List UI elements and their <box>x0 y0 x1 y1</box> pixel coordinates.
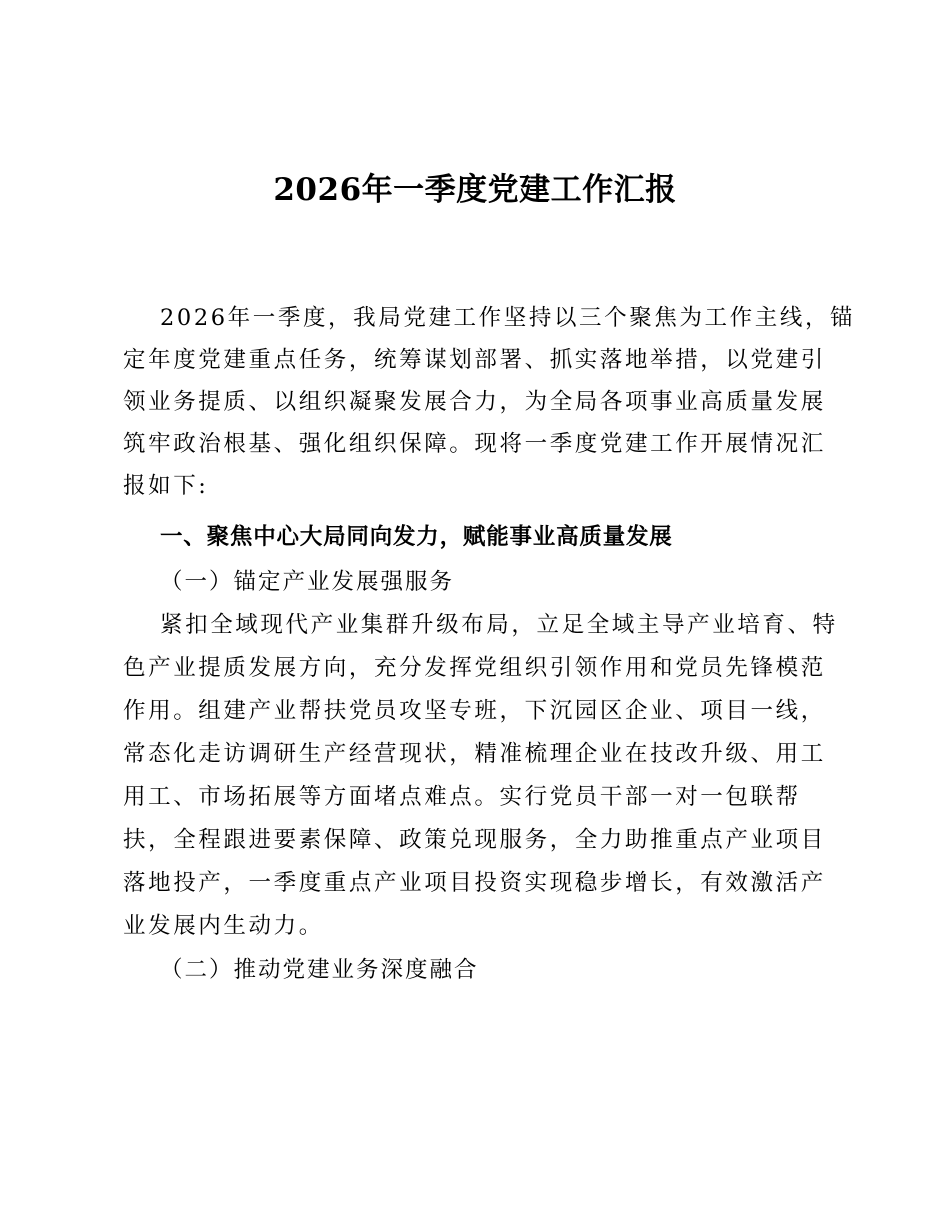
body-paragraph-line-7: 落地投产，一季度重点产业项目投资实现稳步增长，有效激活产 <box>123 870 826 896</box>
body-paragraph-line-6: 扶，全程跟进要素保障、政策兑现服务，全力助推重点产业项目 <box>123 827 826 853</box>
subsection-heading-2: （二）推动党建业务深度融合 <box>160 957 479 983</box>
body-paragraph-line-1: 紧扣全域现代产业集群升级布局，立足全域主导产业培育、特 <box>160 612 838 638</box>
body-paragraph-line-4: 常态化走访调研生产经营现状，精准梳理企业在技改升级、用工 <box>123 741 826 767</box>
body-paragraph-line-3: 作用。组建产业帮扶党员攻坚专班，下沉园区企业、项目一线， <box>123 698 826 724</box>
body-paragraph-line-2: 色产业提质发展方向，充分发挥党组织引领作用和党员先锋模范 <box>123 655 826 681</box>
intro-paragraph-line-2: 定年度党建重点任务，统筹谋划部署、抓实落地举措，以党建引 <box>123 347 826 373</box>
intro-paragraph-line-4: 筑牢政治根基、强化组织保障。现将一季度党建工作开展情况汇 <box>123 431 826 457</box>
section-heading-1: 一、聚焦中心大局同向发力，赋能事业高质量发展 <box>160 524 673 550</box>
subsection-heading-1: （一）锚定产业发展强服务 <box>160 569 455 595</box>
intro-paragraph-line-1: 2026年一季度，我局党建工作坚持以三个聚焦为工作主线，锚 <box>160 305 856 331</box>
body-paragraph-line-5: 用工、市场拓展等方面堵点难点。实行党员干部一对一包联帮 <box>123 784 801 810</box>
document-title: 2026年一季度党建工作汇报 <box>273 172 677 208</box>
intro-paragraph-line-5: 报如下: <box>123 473 209 499</box>
body-paragraph-line-8: 业发展内生动力。 <box>123 913 324 939</box>
intro-paragraph-line-3: 领业务提质、以组织凝聚发展合力，为全局各项事业高质量发展 <box>123 389 826 415</box>
